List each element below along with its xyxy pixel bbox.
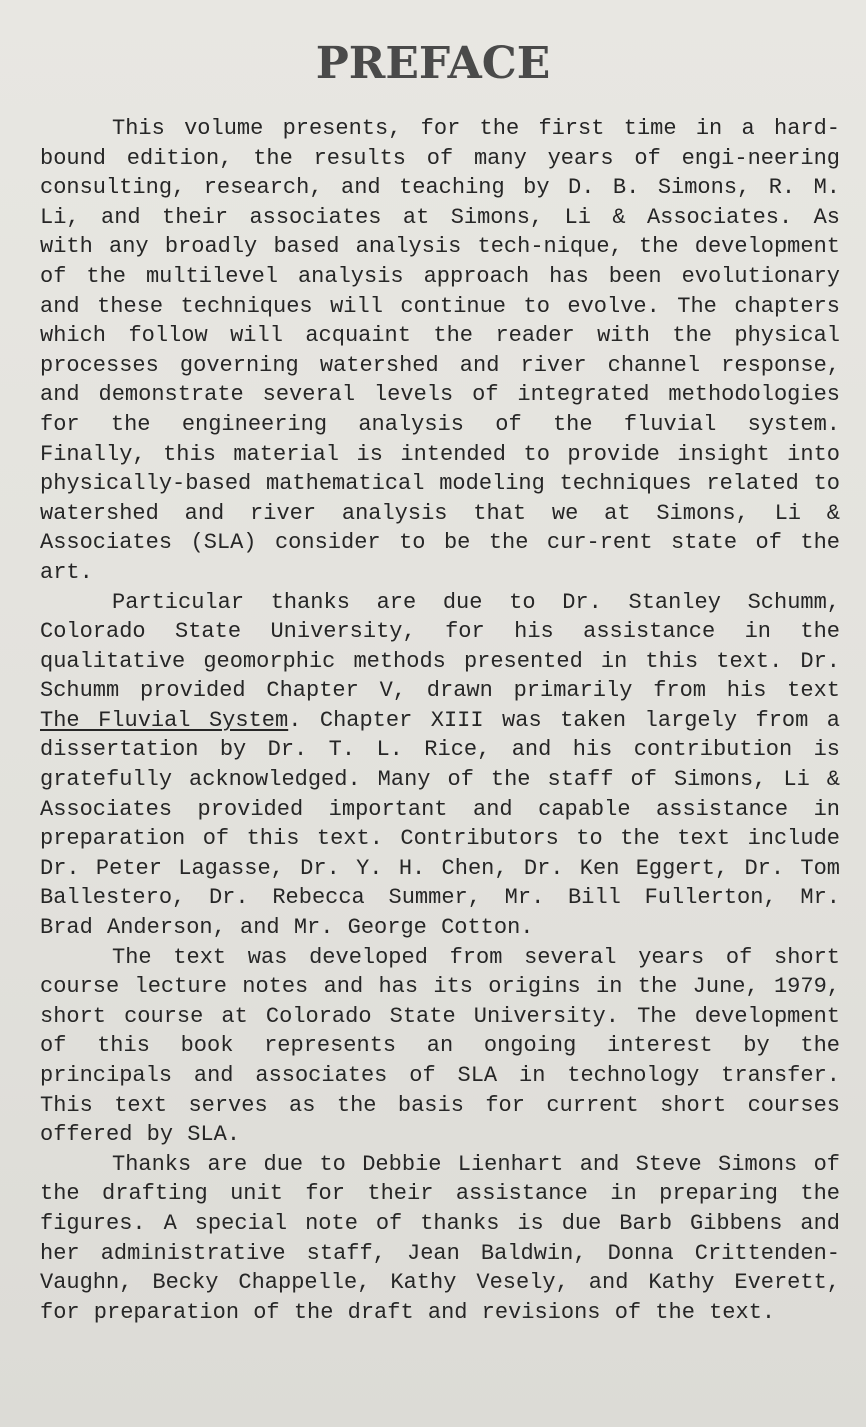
paragraph-intro: This volume presents, for the first time in a hard-bound edition, the results of many years of engi-neering consulting, research, and teaching by D. B. Simons, R. M. Li, and their associates at Simons, Li & Associates. As with any broadly based analysis tech-nique, the development of the multilevel analysis approach has been evolutionary and these techniques will continue to evolve. The chapters which follow will acquaint the reader with the physical processes governing watershed and river channel response, and demonstrate several levels of integrated methodologies for the engineering analysis of the fluvial system. Finally, this material is intended to provide insight into physically-based mathematical modeling techniques related to watershed and river analysis that we at Simons, Li & Associates (SLA) consider to be the cur-rent state of the art. [40, 116, 840, 585]
page-title: PREFACE [315, 38, 551, 89]
paragraph-staff-thanks: Thanks are due to Debbie Lienhart and Steve Simons of the drafting unit for their assistance in preparing the figures. A special note of thanks is due Barb Gibbens and her administrative staff, Jean Baldwin, Donna Crittenden-Vaughn, Becky Chappelle, Kathy Vesely, and Kathy Everett, for preparation of the draft and revisions of the text. [40, 1151, 840, 1325]
underlined-book-title: The Fluvial System [40, 707, 289, 733]
paragraph-text-before-title: Particular thanks are due to Dr. Stanley Schumm, Colorado State University, for his assistance in the qualitative geomorphic methods presented in this text. Dr. Schumm provided Chapter V, drawn primarily from his text [40, 589, 840, 704]
preface-body [40, 114, 840, 1327]
paragraph-thanks-schumm [40, 588, 840, 943]
paragraph-text-after-title: . Chapter XIII was taken largely from a dissertation by Dr. T. L. Rice, and his contribution is gratefully acknowledged. Many of the staff of Simons, Li & Associates provided important and capable assistance in preparation of this text. Contributors to the text include Dr. Peter Lagasse, Dr. Y. H. Chen, Dr. Ken Eggert, Dr. Tom Ballestero, Dr. Rebecca Summer, Mr. Bill Fullerton, Mr. Brad Anderson, and Mr. George Cotton. [40, 707, 840, 941]
paragraph-origins: The text was developed from several years of short course lecture notes and has its origins in the June, 1979, short course at Colorado State University. The development of this book represents an ongoing interest by the principals and associates of SLA in technology transfer. This text serves as the basis for current short courses offered by SLA. [40, 944, 840, 1148]
